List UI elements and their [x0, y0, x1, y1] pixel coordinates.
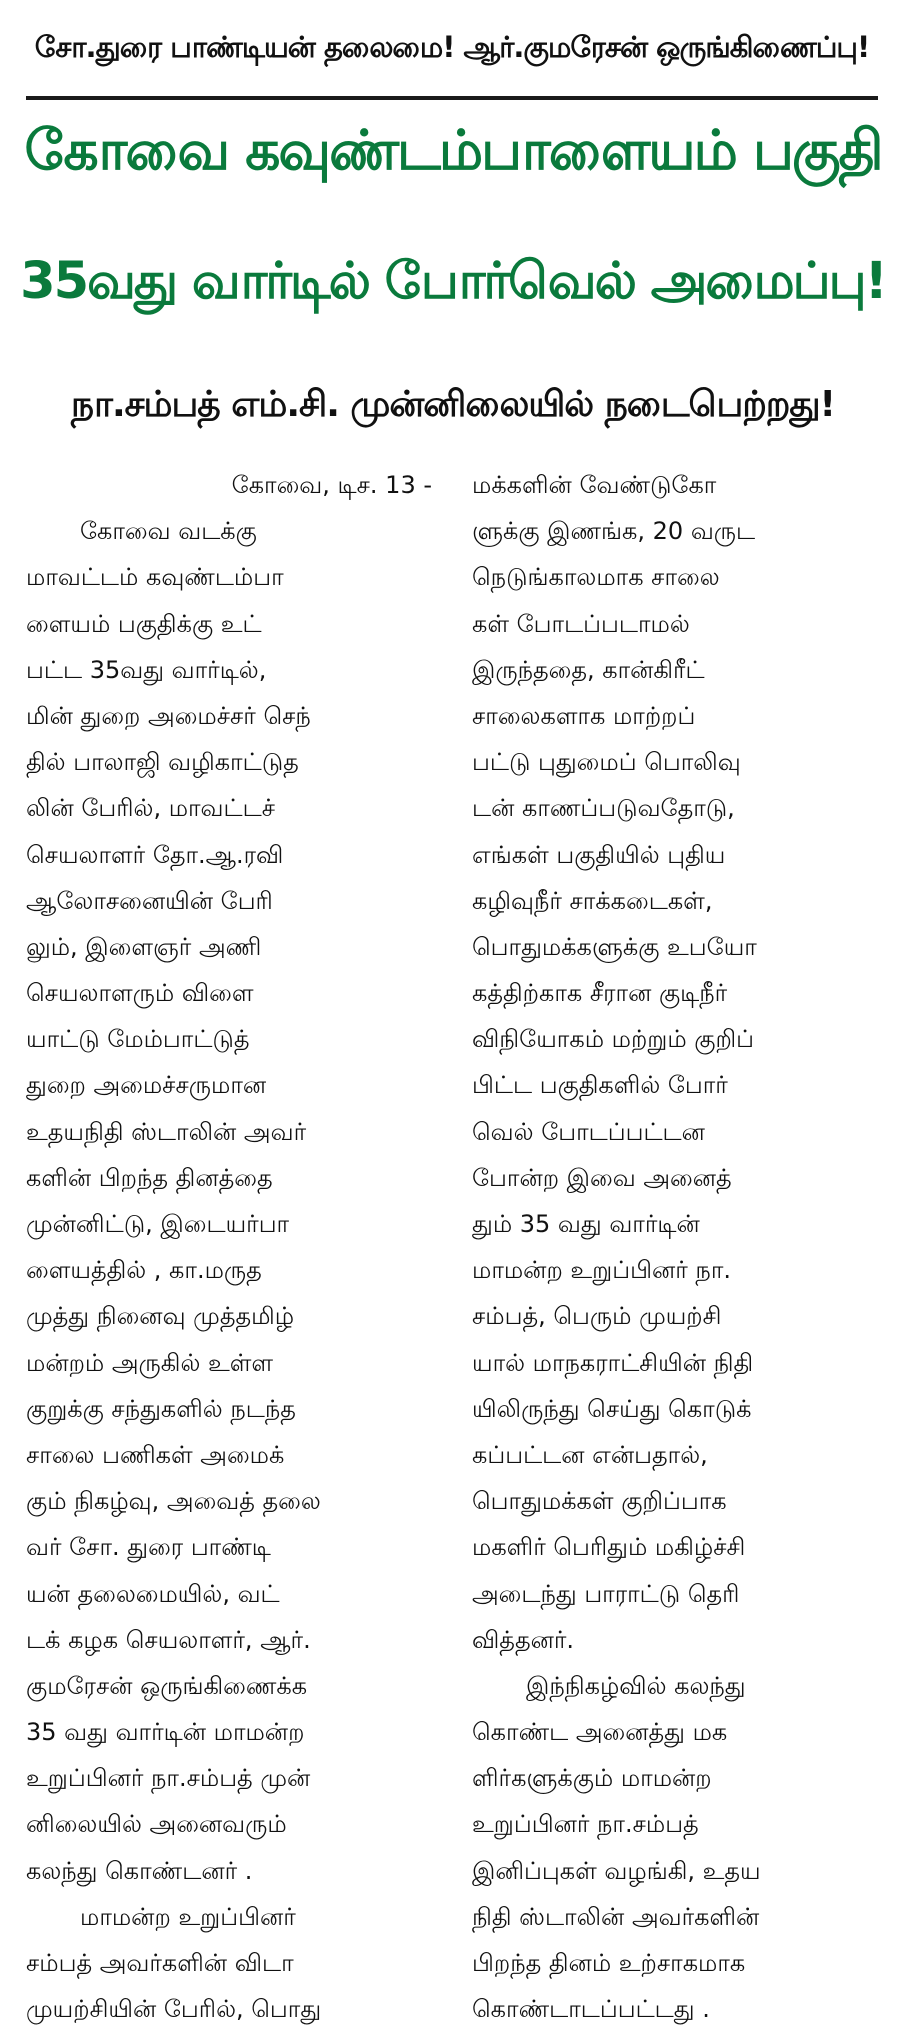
article-line: முயற்சியின் பேரில், பொது — [26, 1995, 322, 2024]
article-line: துறை அமைச்சருமான — [26, 1071, 267, 1100]
article-line: மாவட்டம் கவுண்டம்பா — [26, 563, 284, 592]
article-line: கொண்டாடப்பட்டது . — [472, 1995, 710, 2024]
article-line: அடைந்து பாராட்டு தெரி — [472, 1579, 740, 1608]
article-line: உறுப்பினர் நா.சம்பத் — [472, 1810, 699, 1839]
article-line: போன்ற இவை அனைத் — [472, 1163, 732, 1192]
article-line: முன்னிட்டு, இடையர்பா — [26, 1210, 290, 1238]
article-line: சாலை பணிகள் அமைக் — [26, 1440, 285, 1469]
article-line: யாட்டு மேம்பாட்டுத் — [26, 1025, 250, 1054]
article-line: வெல் போடப்பட்டன — [472, 1117, 705, 1146]
article-line: குமரேசன் ஒருங்கிணைக்க — [26, 1671, 308, 1700]
article-line: கும் நிகழ்வு, அவைத் தலை — [26, 1487, 321, 1516]
article-line: இந்நிகழ்வில் கலந்து — [526, 1671, 746, 1700]
article-line: கலந்து கொண்டனர் . — [26, 1856, 253, 1885]
headline-line-1: கோவை கவுண்டம்பாளையம் பகுதி — [24, 118, 882, 182]
article-line: பிட்ட பகுதிகளில் போர் — [472, 1071, 728, 1100]
article-line: 35 வது வார்டின் மாமன்ற — [26, 1718, 305, 1747]
article-line: சம்பத், பெரும் முயற்சி — [472, 1302, 722, 1331]
article-line: தில் பாலாஜி வழிகாட்டுத — [26, 748, 299, 777]
article-line: கள் போடப்படாமல் — [472, 609, 690, 638]
article-line: கோவை வடக்கு — [80, 517, 257, 546]
article-line: மன்றம் அருகில் உள்ள — [26, 1348, 274, 1377]
article-line: ளுக்கு இணங்க, 20 வருட — [472, 517, 756, 546]
article-line: நெடுங்காலமாக சாலை — [472, 563, 720, 592]
article-line: சம்பத் அவர்களின் விடா — [26, 1949, 294, 1977]
article-line: டன் காணப்படுவதோடு, — [472, 794, 735, 823]
kicker-underline — [26, 96, 878, 100]
article-line: பொதுமக்களுக்கு உபயோ — [472, 932, 757, 961]
article-line: யன் தலைமையில், வட் — [26, 1579, 280, 1608]
article-line: தும் 35 வது வார்டின் — [472, 1210, 700, 1238]
article-line: இருந்ததை, கான்கிரீட் — [472, 655, 705, 684]
article-line: லும், இளைஞர் அணி — [26, 932, 262, 961]
article-line: களின் பிறந்த தினத்தை — [26, 1163, 273, 1192]
article-line: பொதுமக்கள் குறிப்பாக — [472, 1487, 727, 1516]
article-column-left — [26, 462, 446, 2032]
article-line: முத்து நினைவு முத்தமிழ் — [26, 1302, 295, 1331]
article-line: வித்தனர். — [472, 1625, 575, 1654]
article-line: ளையத்தில் , கா.மருத — [26, 1256, 262, 1285]
article-line: யிலிருந்து செய்து கொடுக் — [472, 1394, 752, 1423]
article-line: விநியோகம் மற்றும் குறிப் — [472, 1025, 754, 1054]
article-line: எங்கள் பகுதியில் புதிய — [472, 840, 726, 869]
article-line: கத்திற்காக சீரான குடிநீர் — [472, 979, 728, 1008]
article-line: குறுக்கு சந்துகளில் நடந்த — [26, 1394, 296, 1423]
article-line: மகளிர் பெரிதும் மகிழ்ச்சி — [472, 1533, 746, 1562]
article-line: வர் சோ. துரை பாண்டி — [26, 1533, 271, 1562]
article-line: மின் துறை அமைச்சர் செந் — [26, 701, 311, 730]
article-line: செயலாளரும் விளை — [26, 979, 254, 1008]
article-column-right — [472, 462, 882, 2032]
article-line: ளையம் பகுதிக்கு உட் — [26, 609, 262, 638]
article-line: ளிர்களுக்கும் மாமன்ற — [472, 1764, 712, 1793]
article-line: மாமன்ற உறுப்பினர் — [80, 1902, 296, 1931]
article-line: நிதி ஸ்டாலின் அவர்களின் — [472, 1902, 760, 1931]
headline-line-2: 35வது வார்டில் போர்வெல் அமைப்பு! — [20, 252, 886, 311]
kicker-line: சோ.துரை பாண்டியன் தலைமை! ஆர்.குமரேசன் ஒருங்கிணைப்பு! — [34, 30, 870, 64]
article-line: சாலைகளாக மாற்றப் — [472, 701, 696, 730]
article-line: னிலையில் அனைவரும் — [26, 1810, 287, 1839]
article-line: உதயநிதி ஸ்டாலின் அவர் — [26, 1117, 307, 1146]
article-line: மாமன்ற உறுப்பினர் நா. — [472, 1256, 731, 1285]
article-line: கொண்ட அனைத்து மக — [472, 1718, 728, 1747]
article-line: பட்டு புதுமைப் பொலிவு — [472, 748, 741, 777]
article-line: பிறந்த தினம் உற்சாகமாக — [472, 1949, 746, 1977]
article-line: இனிப்புகள் வழங்கி, உதய — [472, 1856, 761, 1885]
article-line: பட்ட 35வது வார்டில், — [26, 655, 267, 684]
article-line: மக்களின் வேண்டுகோ — [472, 471, 717, 499]
article-line: லின் பேரில், மாவட்டச் — [26, 794, 276, 823]
article-line: கழிவுநீர் சாக்கடைகள், — [472, 886, 713, 915]
subheadline: நா.சம்பத் எம்.சி. முன்னிலையில் நடைபெற்றது! — [71, 384, 835, 425]
article-line: செயலாளர் தோ.ஆ.ரவி — [26, 840, 284, 869]
article-line: உறுப்பினர் நா.சம்பத் முன் — [26, 1764, 311, 1793]
article-line: ஆலோசனையின் பேரி — [26, 886, 273, 915]
article-line: டக் கழக செயலாளர், ஆர். — [26, 1625, 311, 1654]
article-line: யால் மாநகராட்சியின் நிதி — [472, 1348, 754, 1377]
dateline: கோவை, டிச. 13 - — [231, 471, 432, 499]
article-line: கப்பட்டன என்பதால், — [472, 1440, 708, 1469]
